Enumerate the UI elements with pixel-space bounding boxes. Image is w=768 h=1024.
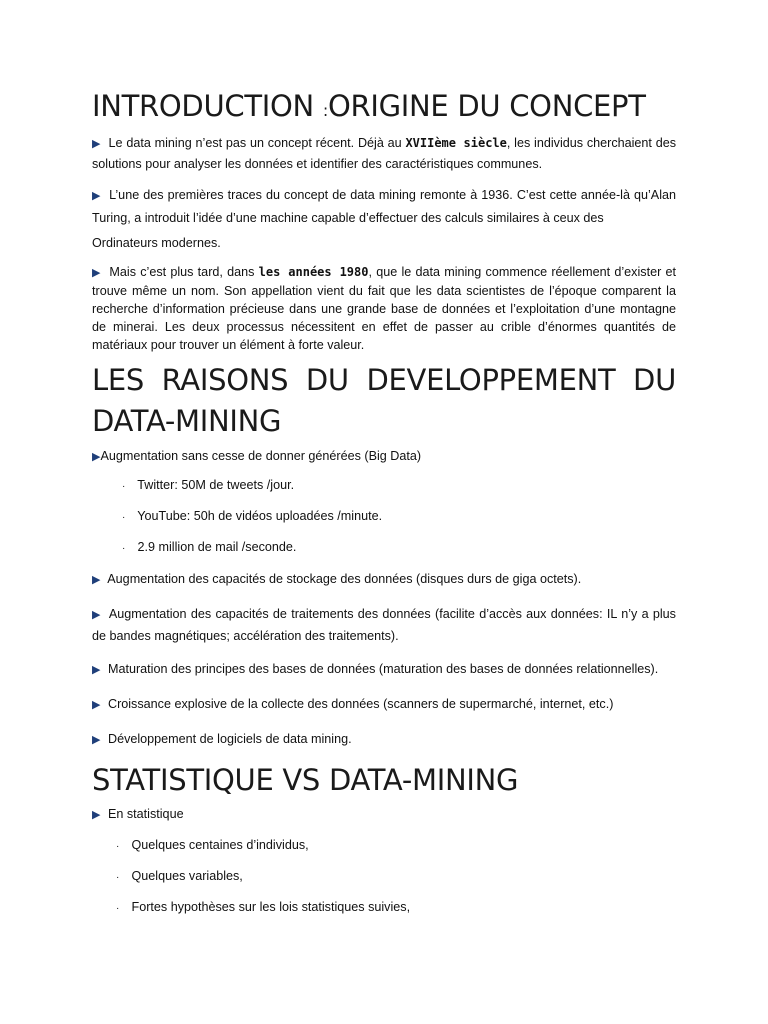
big-data-list	[122, 475, 676, 559]
intro-paragraph-3	[92, 263, 676, 354]
list-item	[116, 866, 676, 888]
intro-p3-text: Mais c’est plus tard, dans	[109, 265, 255, 279]
raisons-lead	[92, 446, 676, 467]
statistique-lead-text: En statistique	[107, 807, 184, 821]
raisons-lead-text: Augmentation sans cesse de donner générées (Big Data)	[100, 449, 422, 463]
intro-p3-text-end: , que le data mining commence réellement d’exister et trouve même un nom. Son appellation vient du fait que les data scientistes de l’époque comparent la recherche d’information précieuse dans une grande base de données et l’exploitation d’une montagne de minerai. Les deux processus nécessitent en effet de passer au crible d’énormes quantités de matériaux pour trouver un élément à forte valeur.	[92, 265, 677, 352]
intro-paragraph-2-continued: Ordinateurs modernes.	[92, 236, 221, 250]
arrow-bullet-icon: ▶	[92, 574, 101, 586]
list-item	[116, 897, 676, 919]
list-item-text: YouTube: 50h de vidéos uploadées /minute.	[137, 509, 383, 523]
dot-bullet-icon: ·	[122, 481, 126, 492]
arrow-bullet-icon: ▶	[92, 138, 101, 150]
arrow-bullet-icon: ▶	[92, 267, 102, 279]
list-item	[122, 537, 676, 559]
intro-p2-text: L’une des premières traces du concept de data mining remonte à 1936. C’est cette année-là qu’Alan Turing, a introduit l’idée d’une machine capable d’effectuer des calculs similaires à ceux des	[92, 188, 677, 225]
statistique-list	[116, 835, 676, 919]
heading-introduction-part2: ORIGINE DU CONCEPT	[327, 89, 646, 123]
intro-p1-text-end: , les individus cherchaient des solutions pour analyser les données et identifier des caractéristiques communes.	[92, 136, 677, 171]
raisons-point-text: Croissance explosive de la collecte des données (scanners de supermarché, internet, etc.)	[107, 697, 614, 711]
intro-p3-decade: les années 1980	[258, 265, 369, 279]
heading-introduction	[92, 86, 676, 131]
raisons-point-text: Maturation des principes des bases de données (maturation des bases de données relationnelles).	[107, 662, 659, 676]
intro-p1-century: XVIIème siècle	[405, 136, 507, 150]
raisons-point-2	[92, 604, 676, 647]
statistique-lead	[92, 804, 676, 825]
heading-statistique: STATISTIQUE VS DATA-MINING	[92, 763, 519, 797]
dot-bullet-icon: ·	[122, 512, 126, 523]
list-item-text: Quelques variables,	[131, 869, 243, 883]
intro-p1-text: Le data mining n’est pas un concept récent. Déjà au	[108, 136, 402, 150]
arrow-bullet-icon: ▶	[92, 734, 101, 746]
heading-separator: :	[322, 101, 328, 120]
list-item	[122, 506, 676, 528]
dot-bullet-icon: ·	[116, 903, 120, 914]
raisons-point-text: Développement de logiciels de data mining.	[107, 732, 352, 746]
arrow-bullet-icon: ▶	[92, 699, 101, 711]
intro-paragraph-2	[92, 184, 676, 229]
list-item	[116, 835, 676, 857]
heading-raisons: LES RAISONS DU DEVELOPPEMENT DU DATA-MINING	[92, 363, 676, 438]
arrow-bullet-icon: ▶	[92, 451, 101, 463]
list-item	[122, 475, 676, 497]
list-item-text: Fortes hypothèses sur les lois statistiques suivies,	[131, 900, 411, 914]
document-page	[92, 86, 676, 919]
raisons-point-3	[92, 659, 676, 680]
raisons-point-5	[92, 729, 676, 750]
raisons-point-1	[92, 569, 676, 590]
arrow-bullet-icon: ▶	[92, 190, 102, 202]
dot-bullet-icon: ·	[122, 543, 126, 554]
heading-introduction-part1: INTRODUCTION	[92, 89, 314, 123]
arrow-bullet-icon: ▶	[92, 664, 101, 676]
list-item-text: Quelques centaines d’individus,	[131, 838, 309, 852]
intro-paragraph-1	[92, 133, 676, 174]
raisons-point-text: Augmentation des capacités de stockage des données (disques durs de giga octets).	[107, 572, 582, 586]
dot-bullet-icon: ·	[116, 872, 120, 883]
raisons-point-text: Augmentation des capacités de traitements des données (facilite d’accès aux données: IL n’y a plus de bandes magnétiques; accélération des traitements).	[92, 607, 676, 643]
dot-bullet-icon: ·	[116, 841, 120, 852]
list-item-text: 2.9 million de mail /seconde.	[137, 540, 297, 554]
arrow-bullet-icon: ▶	[92, 609, 102, 621]
arrow-bullet-icon: ▶	[92, 809, 101, 821]
raisons-point-4	[92, 694, 676, 715]
list-item-text: Twitter: 50M de tweets /jour.	[137, 478, 295, 492]
